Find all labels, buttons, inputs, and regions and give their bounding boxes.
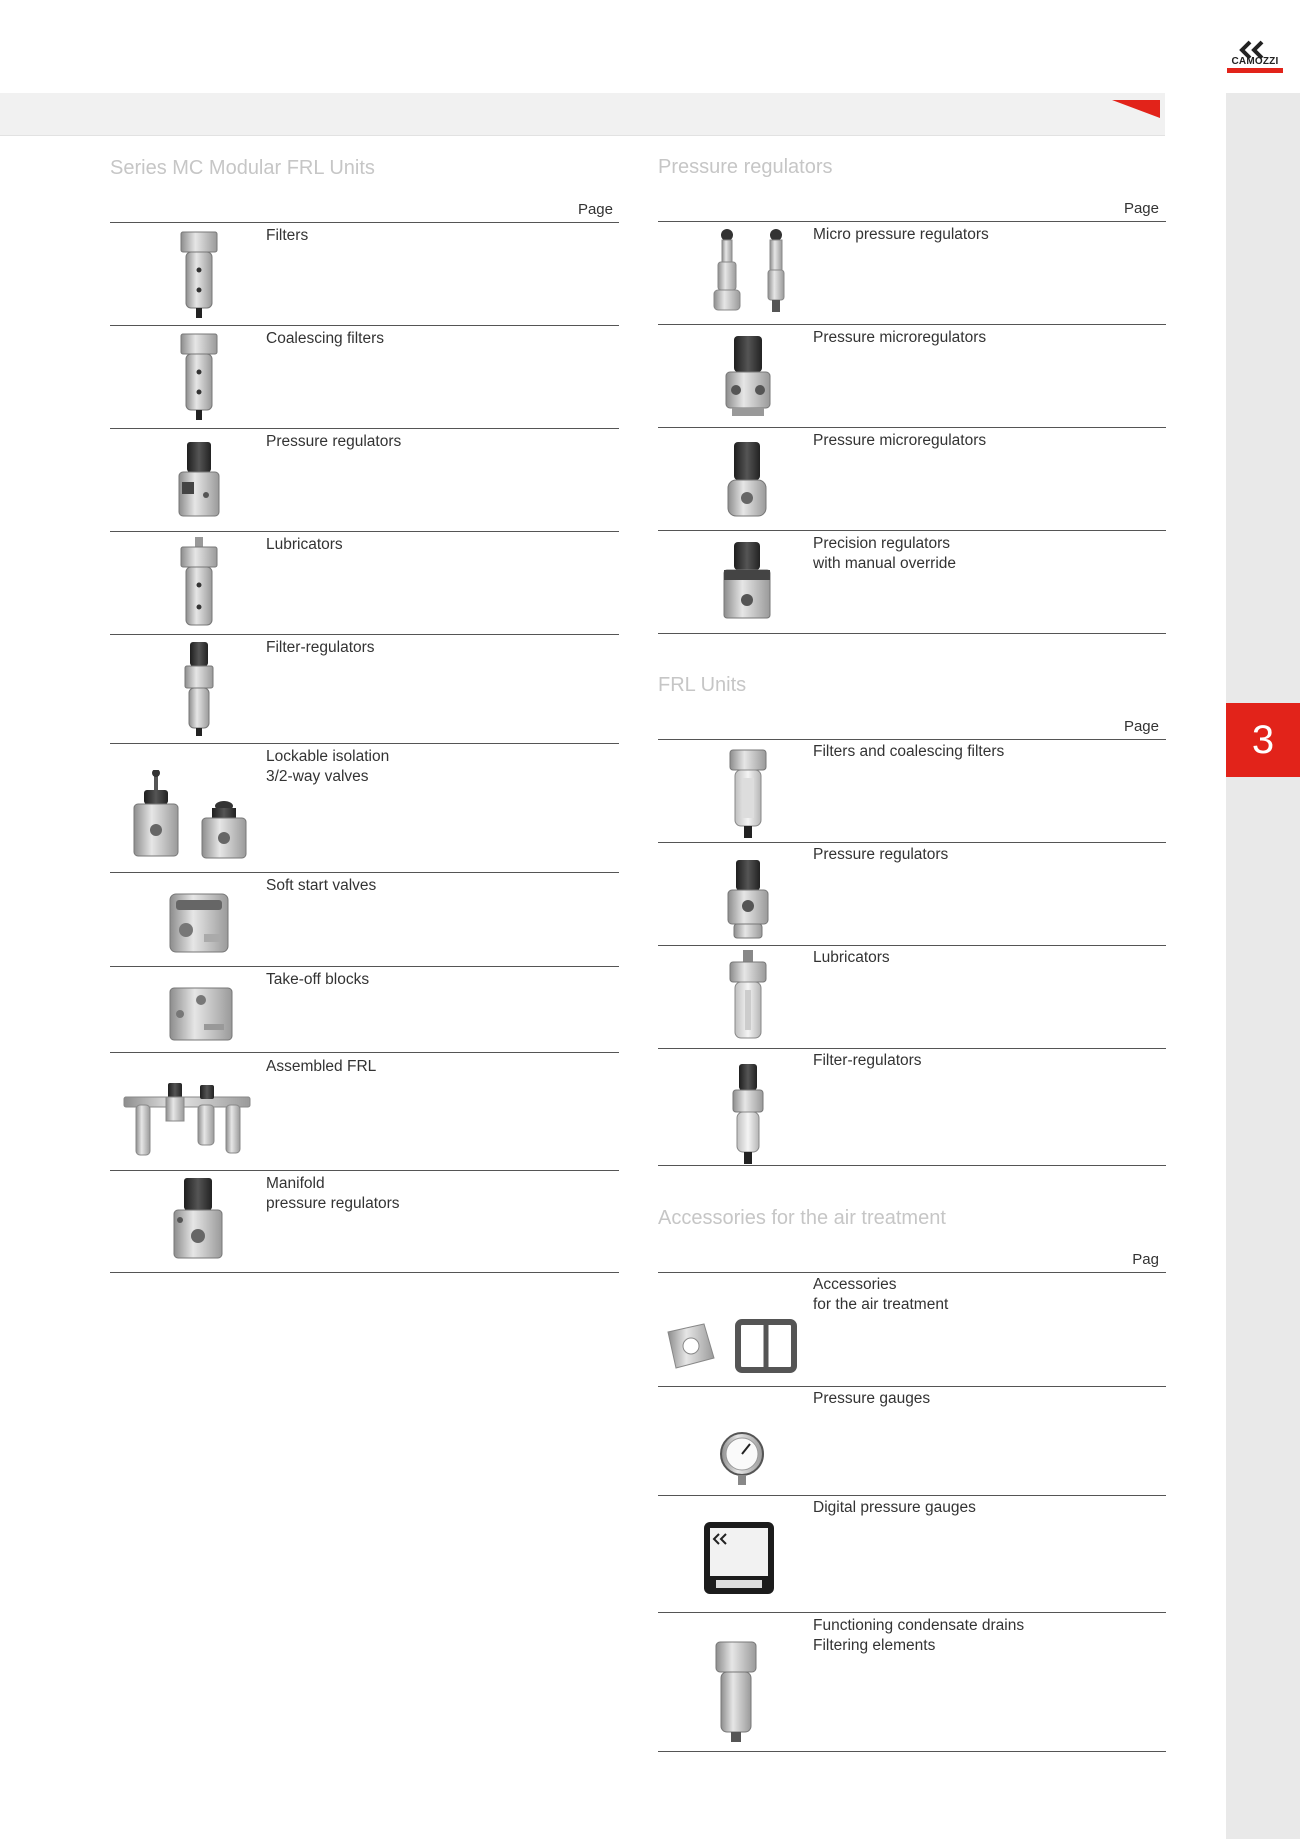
- list-item-frl-pressure-regulators[interactable]: Pressure regulators: [813, 846, 949, 863]
- table-rule: [110, 634, 619, 635]
- list-item-frl-lubricators[interactable]: Lubricators: [813, 949, 890, 966]
- brand-name: CAMOZZI: [1231, 56, 1279, 67]
- list-item-filters[interactable]: Filters: [266, 227, 309, 244]
- list-item-pressure-microregulators[interactable]: Pressure microregulators: [813, 329, 987, 346]
- assembled-frl-icon: [122, 1075, 252, 1165]
- section-title-mc-frl: Series MC Modular FRL Units: [110, 157, 375, 179]
- micro-regulator-icon: [710, 228, 792, 316]
- digital-gauge-icon: [702, 1520, 776, 1596]
- list-item-coalescing-filters[interactable]: Coalescing filters: [266, 330, 385, 347]
- pressure-gauge-icon: [718, 1430, 766, 1486]
- table-rule: [110, 1052, 619, 1053]
- list-item-micro-pressure-regulators[interactable]: Micro pressure regulators: [813, 226, 989, 243]
- table-rule: [658, 739, 1166, 740]
- take-off-block-icon: [166, 984, 236, 1044]
- table-rule: [110, 222, 619, 223]
- list-item-pressure-microregulators-2[interactable]: Pressure microregulators: [813, 432, 987, 449]
- table-rule: [658, 1165, 1166, 1166]
- list-item-pressure-gauges[interactable]: Pressure gauges: [813, 1390, 931, 1407]
- pressure-regulator-icon: [724, 858, 772, 942]
- table-rule: [110, 966, 619, 967]
- list-item-pressure-regulators[interactable]: Pressure regulators: [266, 433, 402, 450]
- header-band: [0, 93, 1165, 136]
- table-rule: [658, 427, 1166, 428]
- page-column-header: Page: [1123, 718, 1159, 735]
- pressure-regulator-icon: [176, 440, 222, 520]
- list-item-filter-regulators[interactable]: Filter-regulators: [266, 639, 375, 656]
- soft-start-valve-icon: [166, 890, 232, 956]
- table-rule: [110, 428, 619, 429]
- list-item-take-off-blocks[interactable]: Take-off blocks: [266, 971, 370, 988]
- precision-regulator-icon: [720, 540, 774, 622]
- filter-regulator-icon: [730, 1062, 766, 1166]
- right-sidebar: [1226, 93, 1300, 1839]
- table-rule: [658, 1495, 1166, 1496]
- table-rule: [110, 325, 619, 326]
- section-title-pressure-regulators: Pressure regulators: [658, 156, 833, 178]
- manifold-regulator-icon: [170, 1176, 226, 1262]
- page-column-header: Page: [1123, 200, 1159, 217]
- coalescing-filter-icon: [178, 332, 220, 422]
- list-item-precision-regulators[interactable]: Precision regulators with manual override: [813, 535, 957, 572]
- table-rule: [110, 872, 619, 873]
- list-item-frl-filter-regulators[interactable]: Filter-regulators: [813, 1052, 922, 1069]
- section-title-accessories: Accessories for the air treatment: [658, 1207, 946, 1229]
- filter-regulator-icon: [182, 640, 216, 738]
- section-title-frl-units: FRL Units: [658, 674, 747, 696]
- lubricator-icon: [728, 950, 768, 1046]
- table-rule: [658, 1612, 1166, 1613]
- table-rule: [658, 1272, 1166, 1273]
- list-item-manifold-regulators[interactable]: Manifold pressure regulators: [266, 1175, 400, 1212]
- filter-unit-icon: [178, 230, 220, 320]
- microregulator-icon: [722, 334, 774, 420]
- mounting-bracket-icon: [664, 1318, 800, 1376]
- list-item-digital-pressure-gauges[interactable]: Digital pressure gauges: [813, 1499, 976, 1516]
- brand-bar: [1227, 68, 1283, 73]
- list-item-soft-start-valves[interactable]: Soft start valves: [266, 877, 377, 894]
- page-column-header: Page: [577, 201, 613, 218]
- page-column-header: Pag: [1132, 1251, 1159, 1268]
- table-rule: [658, 324, 1166, 325]
- red-corner-marker: [1112, 100, 1160, 118]
- table-rule: [658, 633, 1166, 634]
- list-item-lockable-isolation-valves[interactable]: Lockable isolation 3/2-way valves: [266, 748, 390, 785]
- table-rule: [658, 530, 1166, 531]
- table-rule: [658, 1751, 1166, 1752]
- table-rule: [658, 842, 1166, 843]
- table-rule: [658, 221, 1166, 222]
- table-rule: [110, 743, 619, 744]
- table-rule: [658, 1386, 1166, 1387]
- list-item-accessories[interactable]: Accessories for the air treatment: [813, 1276, 949, 1313]
- table-rule: [110, 531, 619, 532]
- lubricator-icon: [178, 537, 220, 629]
- list-item-condensate-drains[interactable]: Functioning condensate drains Filtering elements: [813, 1617, 1025, 1654]
- table-rule: [658, 1048, 1166, 1049]
- chapter-tab[interactable]: 3: [1226, 703, 1300, 777]
- table-rule: [110, 1272, 619, 1273]
- table-rule: [658, 945, 1166, 946]
- list-item-filters-coalescing[interactable]: Filters and coalescing filters: [813, 743, 1005, 760]
- filter-unit-icon: [728, 748, 768, 840]
- list-item-assembled-frl[interactable]: Assembled FRL: [266, 1058, 377, 1075]
- microregulator-icon: [724, 440, 770, 520]
- table-rule: [110, 1170, 619, 1171]
- isolation-valve-icon: [130, 770, 250, 866]
- list-item-lubricators[interactable]: Lubricators: [266, 536, 343, 553]
- condensate-drain-icon: [712, 1640, 760, 1744]
